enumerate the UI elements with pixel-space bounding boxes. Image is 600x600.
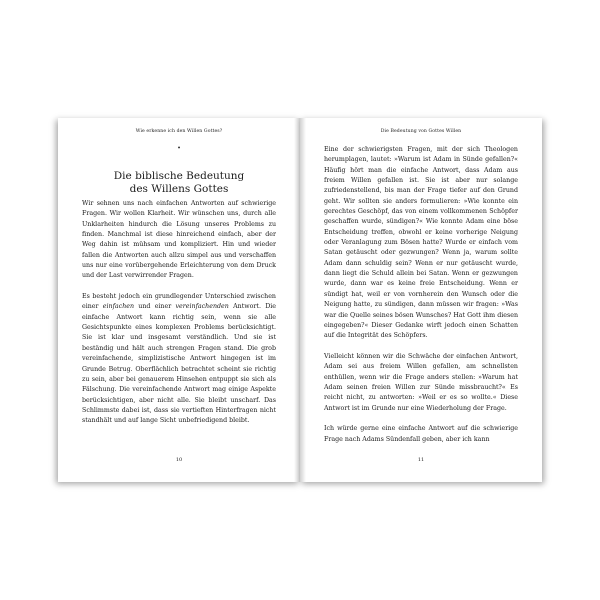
left-page (58, 118, 300, 482)
paragraph (82, 292, 276, 426)
chapter-title-line-2: des Willens Gottes (129, 183, 229, 196)
paragraph-text: Antwort. Die einfache Antwort kann richtig sein, wenn sie alle Gesichtspunkte eines komplexen Problems berücksichtigt. Sie ist klar und insgesamt verständlich. Und sie ist beständig und hält auch strengen Fragen stand. Die grob vereinfachende, simplizistische Antwort hingegen ist im Grunde Betrug. Oberflächlich betrachtet scheint sie richtig zu sein, aber bei genauerem Hinsehen entpuppt sie sich als Fälschung. Die vereinfachende Antwort mag einige Aspekte berücksichtigen, aber nicht alle. Sie bleibt unscharf. Das Schlimmste dabei ist, dass sie vertieften Hinterfragen nicht standhält und auf lange Sicht unbefriedigend bleibt. (82, 303, 276, 425)
emphasis-text: vereinfachenden (175, 303, 229, 311)
chapter-title (82, 170, 276, 196)
book-spread (58, 118, 542, 482)
right-body-text (324, 145, 518, 445)
paragraph-text: Es besteht jedoch ein grundlegender Unterschied zwischen einer (82, 293, 276, 311)
paragraph: Wir sehnen uns nach einfachen Antworten auf schwierige Fragen. Wir wollen Klarheit. Wir wünschen uns, durch alle Unklarheiten hindurch die Lösung unseres Problems zu finden. Manchmal ist diese hinreichend einfach, aber der Weg dahin ist mühsam und kompliziert. Hin und wieder fallen die Antworten auch allzu simpel aus und verschaffen uns nur eine vorübergehende Erleichterung von dem Druck und der Last verwirrender Fragen. (82, 200, 276, 280)
emphasis-text: einfachen (102, 303, 135, 311)
page-number-left: 10 (175, 457, 183, 463)
running-head-left: Wie erkenne ich den Willen Gottes? (135, 129, 223, 134)
running-head-right: Die Bedeutung von Gottes Willen (380, 129, 462, 134)
ornament-dot: • (177, 145, 181, 152)
paragraph-text: und einer (134, 303, 176, 311)
paragraph: Vielleicht können wir die Schwäche der einfachen Antwort, Adam sei aus freiem Willen gefallen, am schnellsten enthüllen, wenn wir die Frage anders stellen: »Warum hat Adam seinen freien Willen zur Sünde missbraucht?« Es reicht nicht, zu antworten: »Weil er es so wollte.« Diese Antwort ist im Grunde nur eine Wiederholung der Frage. (324, 352, 518, 412)
paragraph: Ich würde gerne eine einfache Antwort auf die schwierige Frage nach Adams Sündenfall geben, aber ich kann (324, 425, 518, 443)
page-number-right: 11 (417, 457, 425, 463)
paragraph: Eine der schwierigsten Fragen, mit der sich Theologen herumplagen, lautet: »Warum ist Adam in Sünde gefallen?« Häufig hört man die einfache Antwort, dass Adam aus freiem Willen gefallen ist. Sie ist aber nur solange zufriedenstellend, bis man der Frage tiefer auf den Grund geht. Wir sollten sie anders formulieren: »Wie konnte ein gerechtes Geschöpf, das von einem vollkommenen Schöpfer geschaffen wurde, sündigen?« Wie konnte Adam eine böse Entscheidung treffen, obwohl er keine vorherige Neigung oder Veranlagung zum Bösen hatte? Wurde er einfach vom Satan getäuscht oder gezwungen? Wenn ja, warum sollte Adam dann schuldig sein? Wenn er nur getäuscht wurde, dann liegt die Schuld allein bei Satan. Wenn er gezwungen wurde, dann war es keine freie Entscheidung. Wenn er sündigt hat, weil er von vornherein den Wunsch oder die Neigung hatte, zu sündigen, dann müssen wir fragen: »Was war die Quelle seines bösen Wunsches? Hat Gott ihm diesen eingegeben?« Dieser Gedanke wirft jedoch einen Schatten auf die Integrität des Schöpfers. (324, 146, 518, 340)
chapter-title-line-1: Die biblische Bedeutung (113, 170, 245, 183)
left-body-text (82, 199, 276, 427)
right-page (300, 118, 542, 482)
